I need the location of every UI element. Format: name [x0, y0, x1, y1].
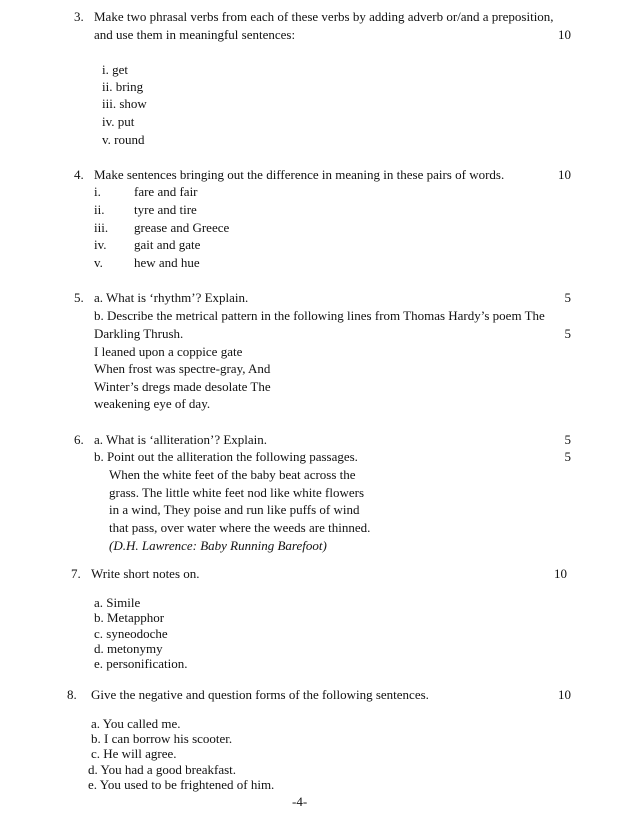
q8-item-2: b. I can borrow his scooter. — [91, 731, 233, 746]
q6-passage-line-3: in a wind, They poise and run like puffs of wind — [109, 502, 360, 517]
q3-item-1: i. get — [102, 62, 128, 77]
q5-poem-line-3: Winter’s dregs made desolate The — [94, 379, 271, 394]
q4-item-2-text: tyre and tire — [134, 202, 197, 217]
q7-text: Write short notes on. — [91, 566, 200, 581]
q4-item-2-num: ii. — [94, 202, 105, 217]
q4-item-3-text: grease and Greece — [134, 220, 230, 235]
q3-item-4: iv. put — [102, 114, 135, 129]
q4-marks: 10 — [558, 167, 571, 182]
q5-poem-line-1: I leaned upon a coppice gate — [94, 344, 243, 359]
q8-item-5: e. You used to be frightened of him. — [88, 777, 275, 792]
q4-item-3-num: iii. — [94, 220, 109, 235]
q4-item-1-text: fare and fair — [134, 184, 198, 199]
q8-text: Give the negative and question forms of the following sentences. — [91, 687, 429, 702]
q6-part-b-marks: 5 — [564, 449, 571, 464]
q5-part-b-marks: 5 — [564, 326, 571, 341]
q6-citation: (D.H. Lawrence: Baby Running Barefoot) — [109, 538, 327, 553]
q5-poem-line-2: When frost was spectre-gray, And — [94, 361, 271, 376]
q6-passage-line-1: When the white feet of the baby beat across the — [109, 467, 356, 482]
q6-part-b: b. Point out the alliteration the following passages. — [94, 449, 358, 464]
q7-item-2: b. Metapphor — [94, 610, 165, 625]
q5-number: 5. — [74, 290, 84, 305]
q4-item-4-num: iv. — [94, 237, 107, 252]
q5-poem-line-4: weakening eye of day. — [94, 396, 211, 411]
q5-part-b-line2: Darkling Thrush. — [94, 326, 184, 341]
q6-passage-line-2: grass. The little white feet nod like white flowers — [109, 485, 364, 500]
q6-number: 6. — [74, 432, 84, 447]
q4-item-5-text: hew and hue — [134, 255, 200, 270]
q3-number: 3. — [74, 9, 84, 24]
q4-item-5-num: v. — [94, 255, 103, 270]
q7-item-4: d. metonymy — [94, 641, 163, 656]
q6-part-a: a. What is ‘alliteration’? Explain. — [94, 432, 268, 447]
q3-marks: 10 — [558, 27, 571, 42]
q3-text-line2: and use them in meaningful sentences: — [94, 27, 296, 42]
q8-marks: 10 — [558, 687, 571, 702]
q6-passage-line-4: that pass, over water where the weeds are thinned. — [109, 520, 371, 535]
q7-item-1: a. Simile — [94, 595, 141, 610]
q6-part-a-marks: 5 — [564, 432, 571, 447]
q3-text-line1: Make two phrasal verbs from each of these verbs by adding adverb or/and a preposition, — [94, 9, 554, 24]
q7-item-5: e. personification. — [94, 656, 188, 671]
q8-number: 8. — [67, 687, 77, 702]
q7-number: 7. — [71, 566, 81, 581]
q7-marks: 10 — [554, 566, 567, 581]
q4-item-1-num: i. — [94, 184, 101, 199]
q4-item-4-text: gait and gate — [134, 237, 201, 252]
q3-item-3: iii. show — [102, 96, 147, 111]
q5-part-a: a. What is ‘rhythm’? Explain. — [94, 290, 249, 305]
q7-item-3: c. syneodoche — [94, 626, 168, 641]
q4-text: Make sentences bringing out the difference in meaning in these pairs of words. — [94, 167, 505, 182]
q8-item-4: d. You had a good breakfast. — [88, 762, 237, 777]
q4-number: 4. — [74, 167, 84, 182]
q3-item-2: ii. bring — [102, 79, 144, 94]
q8-item-3: c. He will agree. — [91, 746, 177, 761]
q5-part-b-line1: b. Describe the metrical pattern in the following lines from Thomas Hardy’s poem The — [94, 308, 545, 323]
page-number: -4- — [292, 794, 308, 809]
q5-part-a-marks: 5 — [564, 290, 571, 305]
q3-item-5: v. round — [102, 132, 145, 147]
q8-item-1: a. You called me. — [91, 716, 181, 731]
